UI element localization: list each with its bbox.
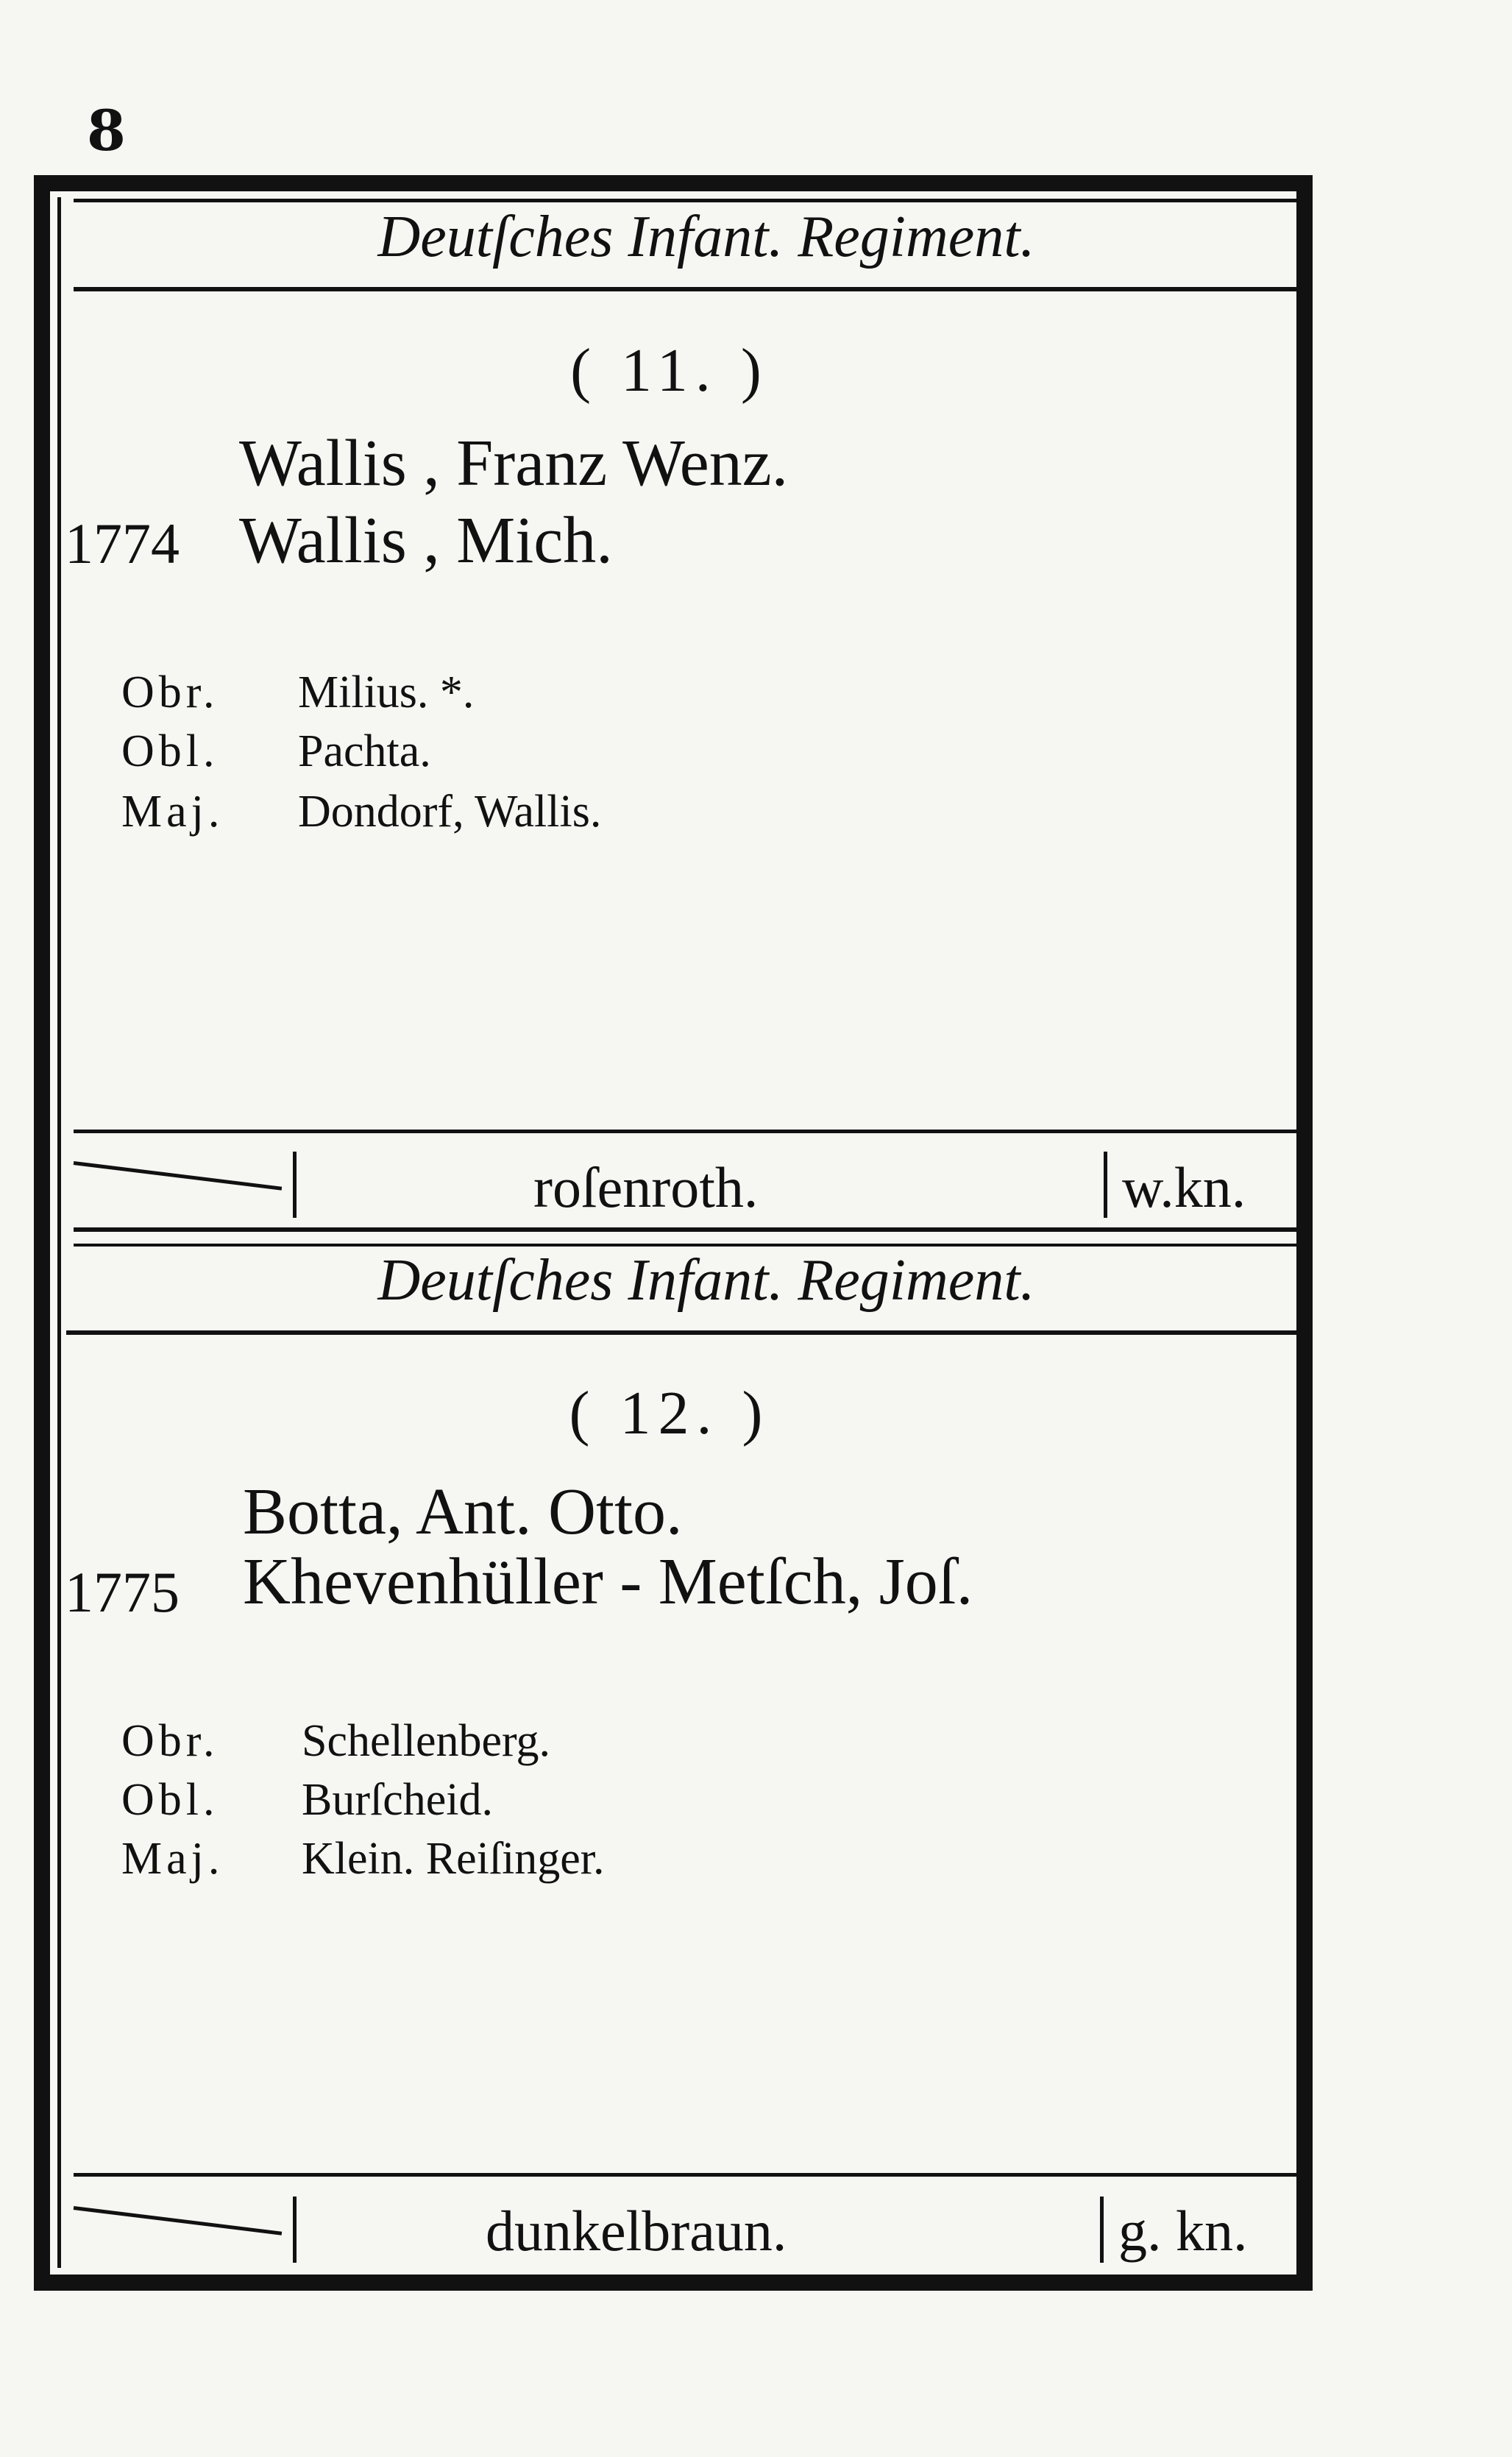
button-type: w.kn.: [1122, 1155, 1246, 1219]
owner-name-2: Wallis , Mich.: [239, 504, 613, 577]
officer-names: Pachta.: [298, 726, 431, 776]
uniform-color: roſenroth.: [533, 1155, 759, 1219]
rank-label: Obl.: [121, 726, 219, 776]
rule-above-footer: [74, 2173, 1302, 2177]
regiment-number: ( 11. ): [570, 336, 769, 405]
rank-label: Obl.: [121, 1775, 219, 1825]
owner-name-2: Khevenhüller - Metſch, Joſ.: [243, 1545, 973, 1618]
rule-under-title: [74, 287, 1302, 291]
rule-under-title: [66, 1330, 1302, 1335]
owner-name-1: Wallis , Franz Wenz.: [239, 427, 789, 500]
regiment-title: Deutſches Infant. Regiment.: [377, 1248, 1035, 1313]
button-type: g. kn.: [1118, 2199, 1248, 2263]
officer-names: Schellenberg.: [302, 1716, 551, 1766]
regiment-title: Deutſches Infant. Regiment.: [377, 205, 1035, 269]
footer-divider: [293, 1152, 297, 1218]
footer-divider: [1100, 2197, 1104, 2263]
regiment-number: ( 12. ): [569, 1379, 770, 1447]
rank-label: Maj.: [121, 787, 224, 837]
rule-top: [74, 199, 1302, 202]
rank-label: Obr.: [121, 667, 219, 717]
rank-label: Obr.: [121, 1716, 219, 1766]
footer-divider: [293, 2197, 297, 2263]
year-established: 1774: [65, 511, 180, 575]
rank-label: Maj.: [121, 1834, 224, 1884]
uniform-color: dunkelbraun.: [486, 2199, 787, 2263]
rule-between-entries: [74, 1227, 1302, 1232]
year-established: 1775: [65, 1560, 180, 1624]
rule-above-footer: [74, 1130, 1302, 1133]
footer-divider: [1104, 1152, 1107, 1218]
owner-name-1: Botta, Ant. Otto.: [243, 1475, 683, 1548]
officer-names: Dondorf, Wallis.: [298, 787, 602, 837]
officer-names: Klein. Reiſinger.: [302, 1834, 605, 1884]
officer-names: Milius. *.: [298, 667, 475, 717]
page-number: 8: [87, 98, 126, 163]
rule-top: [74, 1244, 1302, 1247]
officer-names: Burſcheid.: [302, 1775, 493, 1825]
